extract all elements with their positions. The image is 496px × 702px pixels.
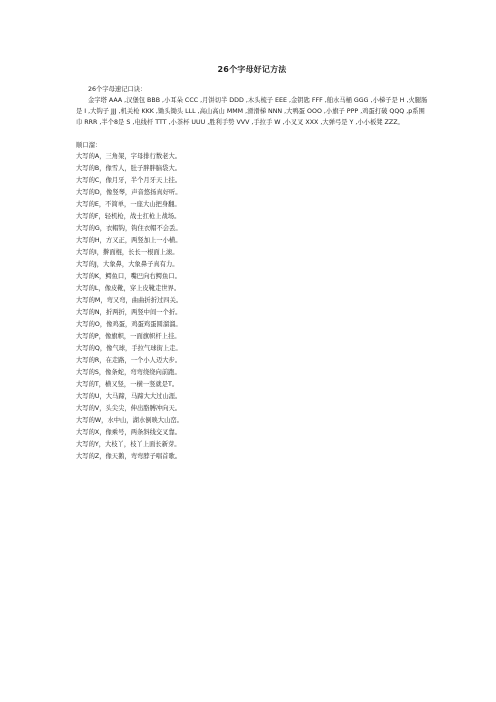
rhyme-line-k: 大写的K，鳄鱼口，嘴巴向右鳄鱼口。	[76, 273, 181, 280]
rhyme-line-x: 大写的X，像乘号，两条斜线交叉靠。	[76, 429, 182, 436]
rhyme-line-t: 大写的T，横又竖，一横一竖就是T。	[76, 381, 179, 388]
rhyme-line-u: 大写的U，大马蹄，马蹄大大过山涯。	[76, 393, 182, 400]
intro-label: 26个字母速记口诀：	[88, 86, 147, 93]
rhyme-line-g: 大写的G，衣帽钩，钩住衣帽不会丢。	[76, 225, 182, 232]
rhyme-line-i: 大写的I，擀面棍，长长一根面上滚。	[76, 249, 179, 256]
rhyme-line-m: 大写的M，弯又弯，曲曲折折过四关。	[76, 297, 183, 304]
rhyme-line-s: 大写的S，像条蛇，弯弯绕绕向前跑。	[76, 369, 181, 376]
rhyme-line-h: 大写的H，方又正，两竖加上一小横。	[76, 237, 182, 244]
rhyme-list	[76, 151, 428, 463]
rhyme-heading: 顺口溜：	[76, 142, 102, 149]
rhyme-line-v: 大写的V，头尖尖，伸出胳膊冲向天。	[76, 405, 182, 412]
rhyme-line-r: 大写的R，在走路，一个小人迈大步。	[76, 357, 182, 364]
rhyme-line-w: 大写的W，水中山，湖水倒映大山峦。	[76, 417, 183, 424]
rhyme-line-y: 大写的Y，大枝丫，枝丫上面长新芽。	[76, 441, 181, 448]
document-title: 26个字母好记方法	[217, 65, 287, 74]
rhyme-line-f: 大写的F，轻机枪，战士扛枪上战场。	[76, 213, 181, 220]
rhyme-line-o: 大写的O，像鸡蛋，鸡蛋鸡蛋圆溜溜。	[76, 321, 182, 328]
rhyme-line-z: 大写的Z，像天鹅，弯弯脖子唱首歌。	[76, 453, 182, 460]
rhyme-line-a: 大写的A，三角架，字母排行数老大。	[76, 153, 182, 160]
rhyme-line-j: 大写的J，大象鼻，大象鼻子真有力。	[76, 261, 179, 268]
rhyme-line-c: 大写的C，像月牙，半个月牙天上挂。	[76, 177, 182, 184]
rhyme-line-n: 大写的N，折两折，两竖中间一个折。	[76, 309, 182, 316]
intro-paragraph: 金字塔 AAA ,汉堡包 BBB ,小耳朵 CCC ,月饼切半 DDD ,木头梳子 EEE ,金钥匙 FFF ,舶水马桶 GGG ,小梯子是 H ,火腿肠是 I ,大钩子 JJJ ,机关枪 KKK ,锄头锄头 LLL ,高山高山 MMM ,滑滑梯 NNN ,大鸭蛋 OOO ,小旗子 PPP ,鸡蛋打破 QQQ ,p系围巾 RRR ,半个8是 S ,电线杆 TTT ,小茶杯 UUU ,胜利手势 VVV ,手拉手 W ,小叉叉 XXX ,大弹弓是 Y ,小小板凳 ZZZ。	[76, 97, 428, 126]
rhyme-line-p: 大写的P，像旗帜，一面旗帜杆上挂。	[76, 333, 181, 340]
rhyme-line-l: 大写的L，像皮靴，穿上皮靴走世界。	[76, 285, 181, 292]
rhyme-line-q: 大写的Q，像气球，手拉气球街上走。	[76, 345, 182, 352]
rhyme-line-d: 大写的D，像竖琴，声音悠扬真好听。	[76, 189, 182, 196]
rhyme-line-e: 大写的E，不简单，一座大山把身翻。	[76, 201, 181, 208]
document-page	[76, 64, 428, 463]
rhyme-line-b: 大写的B，像雪人，肚子胖胖脑袋大。	[76, 165, 182, 172]
